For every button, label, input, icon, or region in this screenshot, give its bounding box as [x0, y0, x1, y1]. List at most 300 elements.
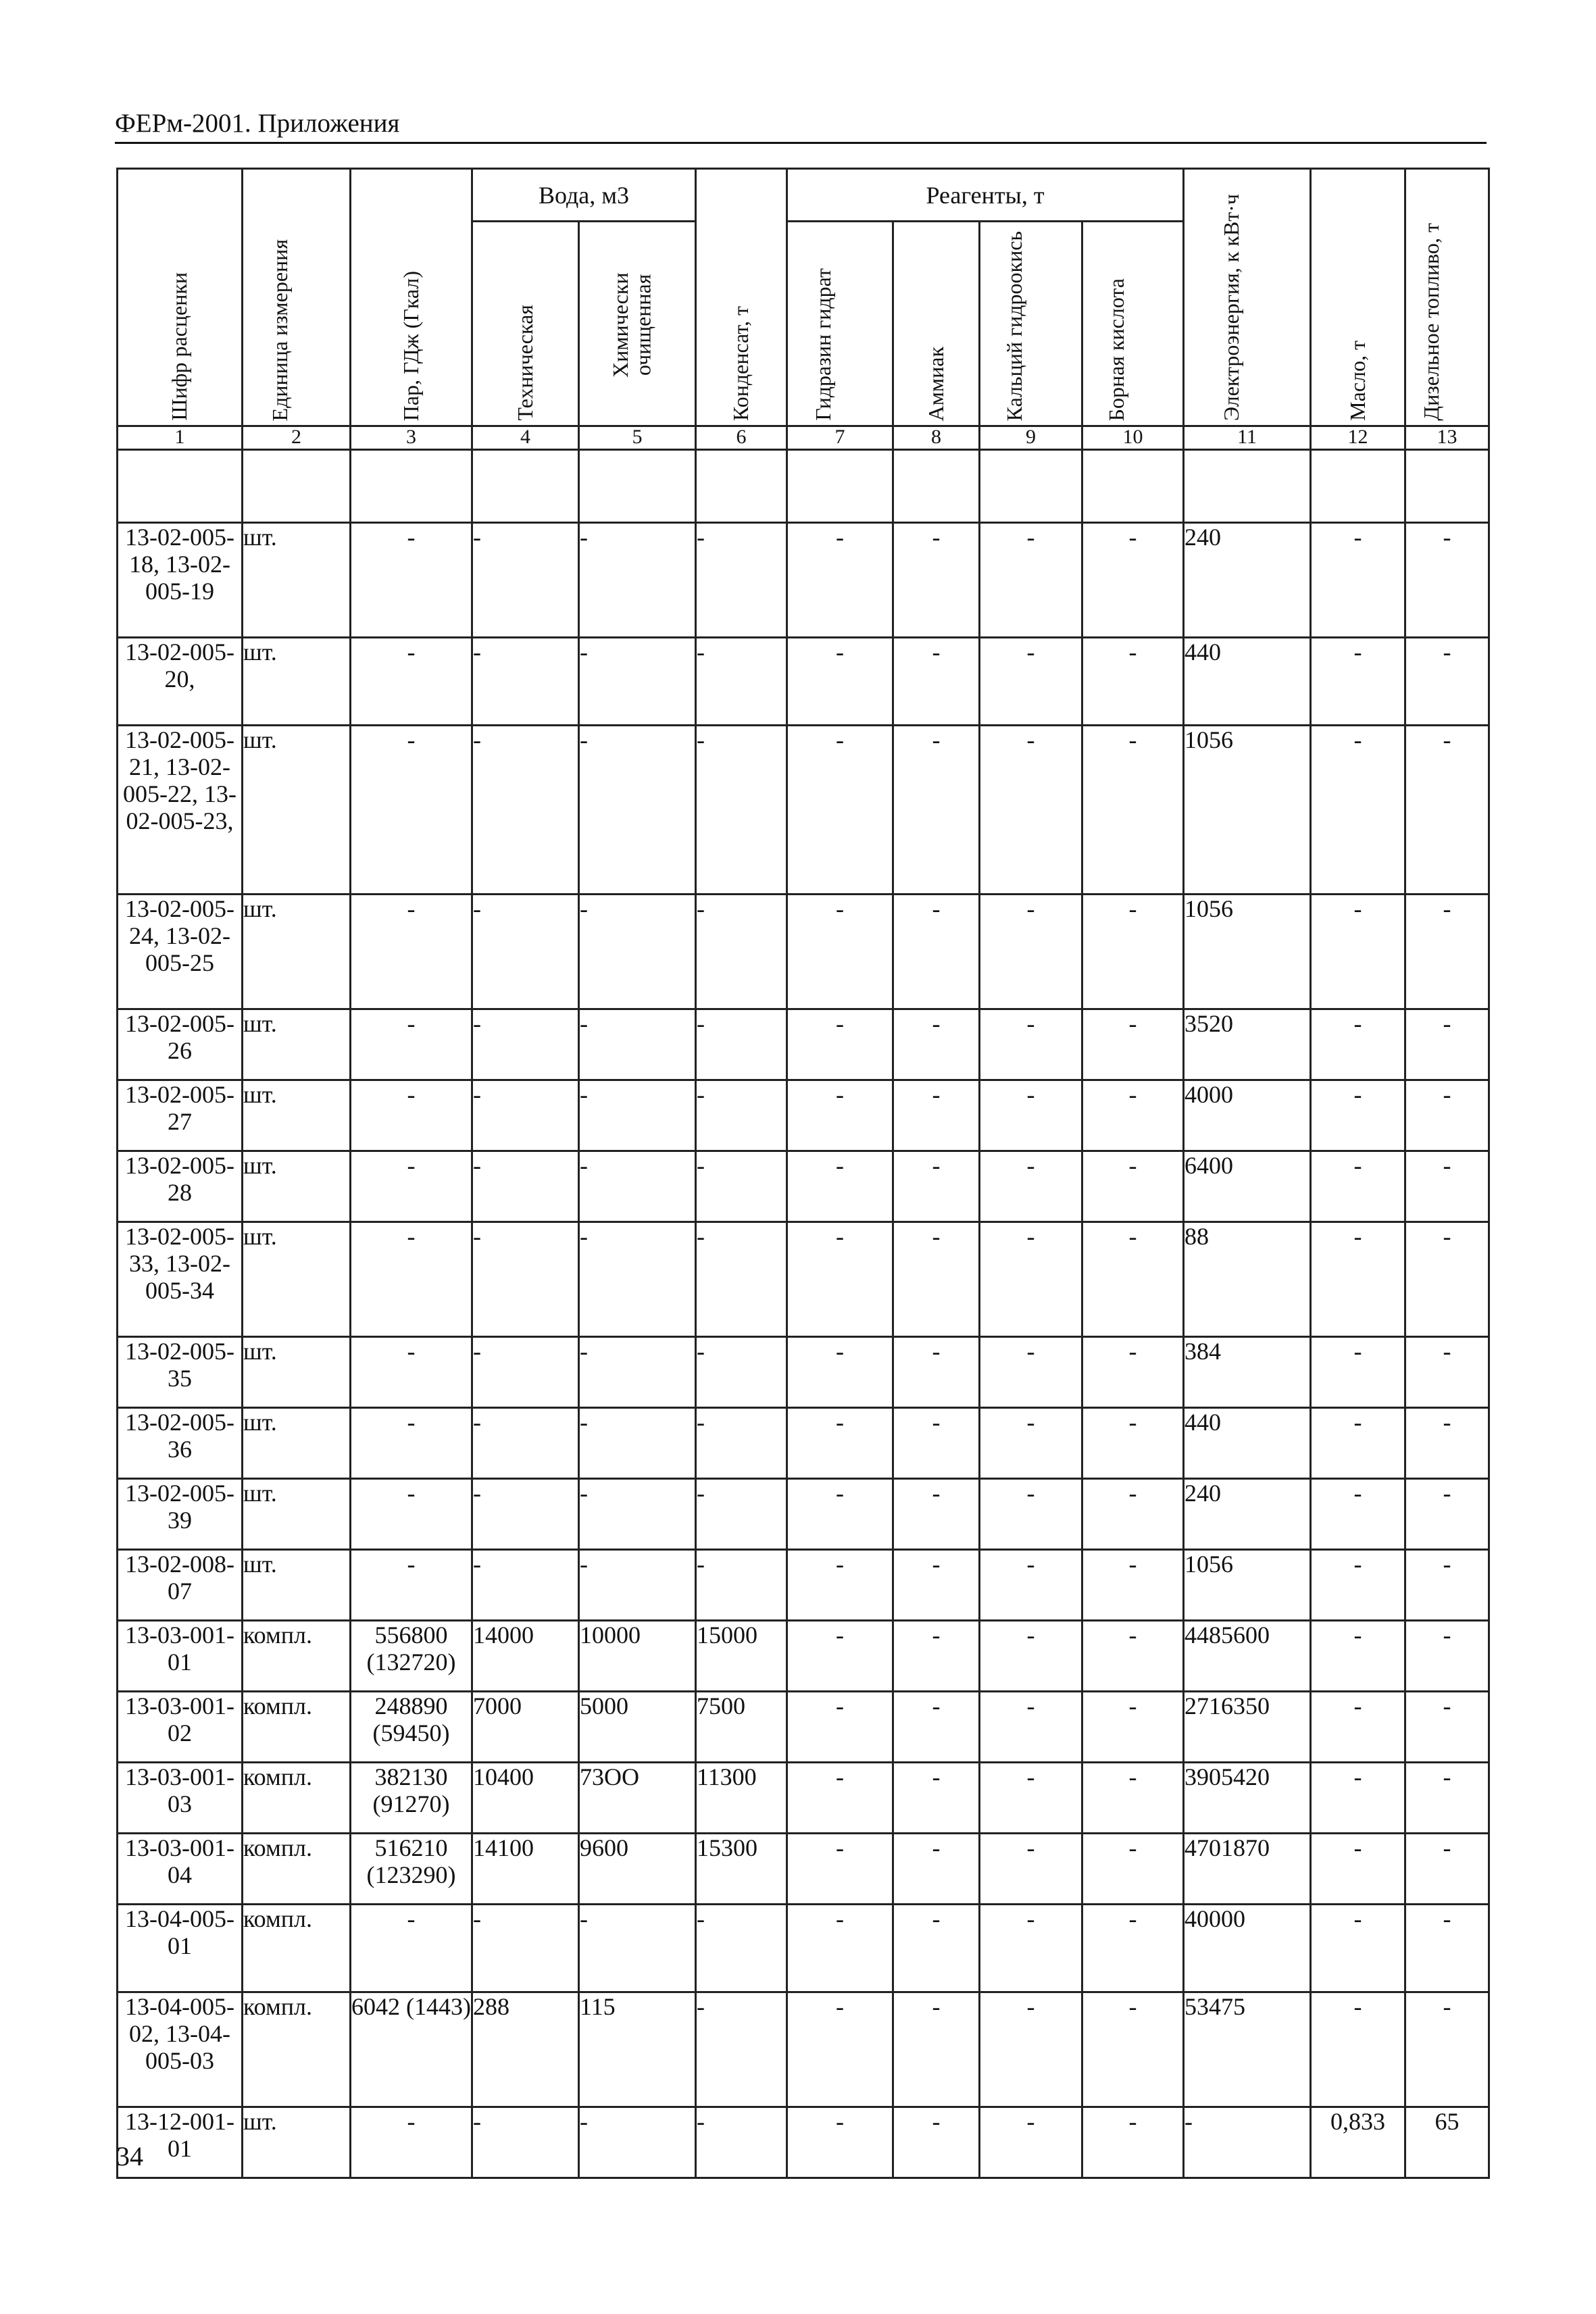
row-boric: -: [1082, 1337, 1184, 1408]
header-oil: Масло, т: [1311, 169, 1405, 426]
row-calcium: -: [980, 1905, 1082, 1992]
row-ammonia: -: [893, 726, 980, 895]
row-water-chem: -: [579, 523, 696, 638]
row-condensate: -: [696, 638, 787, 726]
row-unit: шт.: [243, 2107, 351, 2178]
row-water-tech: 288: [472, 1992, 579, 2107]
row-code: 13-03-001-04: [118, 1834, 243, 1905]
row-code: 13-02-005-35: [118, 1337, 243, 1408]
row-boric: -: [1082, 1905, 1184, 1992]
row-oil: -: [1311, 1009, 1405, 1080]
row-unit: шт.: [243, 1408, 351, 1479]
header-diesel: Дизельное топливо, т: [1405, 169, 1489, 426]
row-oil: -: [1311, 1337, 1405, 1408]
row-ammonia: -: [893, 1621, 980, 1692]
row-diesel: 65: [1405, 2107, 1489, 2178]
row-oil: -: [1311, 1080, 1405, 1151]
row-water-tech: -: [472, 638, 579, 726]
row-ammonia: -: [893, 1992, 980, 2107]
row-electricity: 4000: [1184, 1080, 1311, 1151]
row-diesel: -: [1405, 1905, 1489, 1992]
row-boric: -: [1082, 1763, 1184, 1834]
row-steam: -: [351, 895, 472, 1009]
row-code: 13-03-001-02: [118, 1692, 243, 1763]
row-ammonia: -: [893, 1550, 980, 1621]
row-electricity: -: [1184, 2107, 1311, 2178]
row-steam: 6042 (1443): [351, 1992, 472, 2107]
col-number: 4: [472, 426, 579, 450]
row-steam: 382130 (91270): [351, 1763, 472, 1834]
row-oil: -: [1311, 638, 1405, 726]
row-boric: -: [1082, 1621, 1184, 1692]
row-calcium: -: [980, 1992, 1082, 2107]
table-row: [118, 523, 1489, 638]
col-number: 5: [579, 426, 696, 450]
row-electricity: 4701870: [1184, 1834, 1311, 1905]
row-diesel: -: [1405, 638, 1489, 726]
row-water-chem: 73ОО: [579, 1763, 696, 1834]
row-code: 13-02-005-33, 13-02-005-34: [118, 1222, 243, 1337]
row-condensate: -: [696, 1905, 787, 1992]
row-steam: 248890 (59450): [351, 1692, 472, 1763]
row-steam: -: [351, 638, 472, 726]
row-code: 13-03-001-01: [118, 1621, 243, 1692]
row-boric: -: [1082, 1009, 1184, 1080]
row-ammonia: -: [893, 895, 980, 1009]
row-diesel: -: [1405, 1479, 1489, 1550]
row-diesel: -: [1405, 1408, 1489, 1479]
row-oil: -: [1311, 1151, 1405, 1222]
header-water-group: Вода, м3: [472, 169, 696, 222]
row-water-tech: -: [472, 1550, 579, 1621]
row-code: 13-02-005-36: [118, 1408, 243, 1479]
row-condensate: -: [696, 1550, 787, 1621]
row-condensate: 15300: [696, 1834, 787, 1905]
row-oil: -: [1311, 1763, 1405, 1834]
row-unit: компл.: [243, 1692, 351, 1763]
row-electricity: 88: [1184, 1222, 1311, 1337]
row-boric: -: [1082, 1222, 1184, 1337]
row-unit: шт.: [243, 523, 351, 638]
row-calcium: -: [980, 1408, 1082, 1479]
row-water-chem: -: [579, 1009, 696, 1080]
row-water-chem: -: [579, 1222, 696, 1337]
row-boric: -: [1082, 1479, 1184, 1550]
header-code: Шифр расценки: [118, 169, 243, 426]
row-diesel: -: [1405, 1009, 1489, 1080]
row-electricity: 384: [1184, 1337, 1311, 1408]
row-unit: шт.: [243, 638, 351, 726]
row-ammonia: -: [893, 1763, 980, 1834]
row-unit: шт.: [243, 1337, 351, 1408]
row-steam: 556800 (132720): [351, 1621, 472, 1692]
row-unit: компл.: [243, 1621, 351, 1692]
header-calcium: Кальций гидроокись: [980, 222, 1082, 426]
row-ammonia: -: [893, 1905, 980, 1992]
row-water-tech: -: [472, 523, 579, 638]
row-hydrazine: -: [787, 726, 893, 895]
header-unit: Единица измерения: [243, 169, 351, 426]
page-title: ФЕРм-2001. Приложения: [115, 109, 400, 138]
row-water-tech: -: [472, 1408, 579, 1479]
col-number: 8: [893, 426, 980, 450]
row-unit: шт.: [243, 1151, 351, 1222]
row-diesel: -: [1405, 1080, 1489, 1151]
row-condensate: -: [696, 1479, 787, 1550]
row-steam: -: [351, 1408, 472, 1479]
row-diesel: -: [1405, 523, 1489, 638]
row-steam: -: [351, 1080, 472, 1151]
row-oil: -: [1311, 1408, 1405, 1479]
row-hydrazine: -: [787, 1550, 893, 1621]
row-water-chem: -: [579, 1408, 696, 1479]
row-condensate: -: [696, 2107, 787, 2178]
row-diesel: -: [1405, 1992, 1489, 2107]
row-code: 13-02-005-28: [118, 1151, 243, 1222]
row-water-tech: -: [472, 726, 579, 895]
row-electricity: 240: [1184, 523, 1311, 638]
table-row: [118, 1992, 1489, 2107]
col-number: 12: [1311, 426, 1405, 450]
page-number: 34: [116, 2141, 143, 2171]
row-boric: -: [1082, 1550, 1184, 1621]
row-water-chem: 9600: [579, 1834, 696, 1905]
col-number: 9: [980, 426, 1082, 450]
row-code: 13-12-001-01: [118, 2107, 243, 2178]
row-calcium: -: [980, 1692, 1082, 1763]
table-row: [118, 1408, 1489, 1479]
row-hydrazine: -: [787, 1763, 893, 1834]
row-water-chem: -: [579, 638, 696, 726]
row-water-tech: 14000: [472, 1621, 579, 1692]
row-water-chem: -: [579, 895, 696, 1009]
row-code: 13-02-005-27: [118, 1080, 243, 1151]
row-ammonia: -: [893, 1479, 980, 1550]
row-code: 13-02-005-18, 13-02-005-19: [118, 523, 243, 638]
row-hydrazine: -: [787, 1834, 893, 1905]
row-unit: шт.: [243, 1222, 351, 1337]
table-row: [118, 638, 1489, 726]
row-boric: -: [1082, 523, 1184, 638]
row-water-chem: 5000: [579, 1692, 696, 1763]
row-code: 13-02-005-24, 13-02-005-25: [118, 895, 243, 1009]
header-water-chem: Химически очищенная: [579, 222, 696, 426]
empty-row: [118, 450, 1489, 523]
row-calcium: -: [980, 1834, 1082, 1905]
row-steam: -: [351, 1479, 472, 1550]
row-boric: -: [1082, 1151, 1184, 1222]
row-oil: -: [1311, 1621, 1405, 1692]
row-oil: -: [1311, 1479, 1405, 1550]
row-condensate: -: [696, 1009, 787, 1080]
row-code: 13-02-008-07: [118, 1550, 243, 1621]
row-electricity: 6400: [1184, 1151, 1311, 1222]
col-number: 6: [696, 426, 787, 450]
table-row: [118, 1834, 1489, 1905]
row-diesel: -: [1405, 1763, 1489, 1834]
table-row: [118, 1550, 1489, 1621]
row-hydrazine: -: [787, 1905, 893, 1992]
row-hydrazine: -: [787, 1009, 893, 1080]
row-calcium: -: [980, 895, 1082, 1009]
row-oil: -: [1311, 523, 1405, 638]
header-water-tech: Техническая: [472, 222, 579, 426]
row-water-tech: -: [472, 895, 579, 1009]
row-condensate: -: [696, 895, 787, 1009]
row-water-chem: -: [579, 1905, 696, 1992]
row-water-chem: -: [579, 1151, 696, 1222]
row-water-tech: -: [472, 2107, 579, 2178]
row-calcium: -: [980, 523, 1082, 638]
row-hydrazine: -: [787, 638, 893, 726]
col-number: 2: [243, 426, 351, 450]
row-electricity: 440: [1184, 638, 1311, 726]
row-water-tech: -: [472, 1905, 579, 1992]
row-calcium: -: [980, 638, 1082, 726]
row-water-tech: -: [472, 1337, 579, 1408]
row-condensate: -: [696, 1151, 787, 1222]
row-unit: шт.: [243, 1080, 351, 1151]
row-calcium: -: [980, 1151, 1082, 1222]
row-diesel: -: [1405, 1550, 1489, 1621]
table-row: [118, 895, 1489, 1009]
row-electricity: 53475: [1184, 1992, 1311, 2107]
row-hydrazine: -: [787, 1337, 893, 1408]
row-hydrazine: -: [787, 1692, 893, 1763]
row-steam: -: [351, 523, 472, 638]
row-hydrazine: -: [787, 1222, 893, 1337]
row-oil: -: [1311, 1834, 1405, 1905]
row-boric: -: [1082, 1992, 1184, 2107]
row-condensate: -: [696, 1222, 787, 1337]
row-electricity: 4485600: [1184, 1621, 1311, 1692]
row-calcium: -: [980, 1222, 1082, 1337]
row-electricity: 1056: [1184, 895, 1311, 1009]
table-row: [118, 1479, 1489, 1550]
row-code: 13-03-001-03: [118, 1763, 243, 1834]
row-hydrazine: -: [787, 1992, 893, 2107]
row-boric: -: [1082, 726, 1184, 895]
row-water-chem: -: [579, 726, 696, 895]
row-calcium: -: [980, 1763, 1082, 1834]
row-electricity: 3905420: [1184, 1763, 1311, 1834]
row-electricity: 3520: [1184, 1009, 1311, 1080]
row-condensate: -: [696, 523, 787, 638]
row-calcium: -: [980, 2107, 1082, 2178]
col-number: 13: [1405, 426, 1489, 450]
row-ammonia: -: [893, 1009, 980, 1080]
row-boric: -: [1082, 1408, 1184, 1479]
row-code: 13-04-005-01: [118, 1905, 243, 1992]
table-row: [118, 1905, 1489, 1992]
row-electricity: 40000: [1184, 1905, 1311, 1992]
row-hydrazine: -: [787, 523, 893, 638]
table-row: [118, 1222, 1489, 1337]
row-water-chem: -: [579, 1550, 696, 1621]
row-oil: -: [1311, 1692, 1405, 1763]
row-boric: -: [1082, 2107, 1184, 2178]
row-ammonia: -: [893, 523, 980, 638]
col-number: 11: [1184, 426, 1311, 450]
table-row: [118, 1009, 1489, 1080]
row-condensate: 7500: [696, 1692, 787, 1763]
row-hydrazine: -: [787, 1408, 893, 1479]
row-steam: -: [351, 1009, 472, 1080]
row-ammonia: -: [893, 2107, 980, 2178]
row-code: 13-02-005-20,: [118, 638, 243, 726]
row-electricity: 2716350: [1184, 1692, 1311, 1763]
row-boric: -: [1082, 895, 1184, 1009]
row-calcium: -: [980, 1337, 1082, 1408]
row-diesel: -: [1405, 1621, 1489, 1692]
header-reagents-group: Реагенты, т: [787, 169, 1184, 222]
header-steam: Пар, ГДж (Гкал): [351, 169, 472, 426]
row-ammonia: -: [893, 638, 980, 726]
row-steam: -: [351, 1151, 472, 1222]
row-ammonia: -: [893, 1408, 980, 1479]
header-ammonia: Аммиак: [893, 222, 980, 426]
row-condensate: 11300: [696, 1763, 787, 1834]
row-water-tech: 14100: [472, 1834, 579, 1905]
row-code: 13-04-005-02, 13-04-005-03: [118, 1992, 243, 2107]
row-condensate: -: [696, 726, 787, 895]
row-ammonia: -: [893, 1337, 980, 1408]
row-condensate: -: [696, 1337, 787, 1408]
row-hydrazine: -: [787, 1080, 893, 1151]
row-diesel: -: [1405, 1222, 1489, 1337]
row-steam: -: [351, 1550, 472, 1621]
row-diesel: -: [1405, 1337, 1489, 1408]
row-electricity: 1056: [1184, 726, 1311, 895]
row-electricity: 440: [1184, 1408, 1311, 1479]
row-ammonia: -: [893, 1080, 980, 1151]
row-ammonia: -: [893, 1834, 980, 1905]
row-unit: шт.: [243, 895, 351, 1009]
header-rule: [115, 142, 1487, 144]
row-calcium: -: [980, 726, 1082, 895]
row-water-chem: -: [579, 1080, 696, 1151]
row-diesel: -: [1405, 726, 1489, 895]
row-water-chem: 10000: [579, 1621, 696, 1692]
row-boric: -: [1082, 1692, 1184, 1763]
col-number: 1: [118, 426, 243, 450]
header-condensate: Конденсат, т: [696, 169, 787, 426]
table-row: [118, 1337, 1489, 1408]
row-boric: -: [1082, 1834, 1184, 1905]
row-hydrazine: -: [787, 1621, 893, 1692]
row-water-chem: -: [579, 2107, 696, 2178]
row-calcium: -: [980, 1550, 1082, 1621]
resource-table: [116, 168, 1490, 2179]
row-water-tech: -: [472, 1222, 579, 1337]
row-unit: компл.: [243, 1905, 351, 1992]
row-steam: -: [351, 1905, 472, 1992]
row-condensate: -: [696, 1080, 787, 1151]
row-diesel: -: [1405, 1834, 1489, 1905]
table-row: [118, 1621, 1489, 1692]
table-row: [118, 726, 1489, 895]
row-code: 13-02-005-21, 13-02-005-22, 13-02-005-23,: [118, 726, 243, 895]
header-boric: Борная кислота: [1082, 222, 1184, 426]
row-hydrazine: -: [787, 1479, 893, 1550]
row-oil: -: [1311, 1550, 1405, 1621]
row-water-chem: -: [579, 1337, 696, 1408]
row-oil: -: [1311, 726, 1405, 895]
row-boric: -: [1082, 638, 1184, 726]
row-oil: -: [1311, 1992, 1405, 2107]
row-calcium: -: [980, 1009, 1082, 1080]
row-steam: -: [351, 1337, 472, 1408]
row-condensate: 15000: [696, 1621, 787, 1692]
table-row: [118, 1763, 1489, 1834]
row-electricity: 240: [1184, 1479, 1311, 1550]
row-electricity: 1056: [1184, 1550, 1311, 1621]
row-steam: 516210 (123290): [351, 1834, 472, 1905]
row-code: 13-02-005-26: [118, 1009, 243, 1080]
row-steam: -: [351, 2107, 472, 2178]
header-electricity: Электроэнергия, к кВт·ч: [1184, 169, 1311, 426]
row-hydrazine: -: [787, 1151, 893, 1222]
row-water-chem: 115: [579, 1992, 696, 2107]
row-ammonia: -: [893, 1692, 980, 1763]
row-code: 13-02-005-39: [118, 1479, 243, 1550]
row-oil: 0,833: [1311, 2107, 1405, 2178]
column-numbers-row: [118, 426, 1489, 450]
row-ammonia: -: [893, 1151, 980, 1222]
row-water-tech: -: [472, 1479, 579, 1550]
row-water-tech: -: [472, 1080, 579, 1151]
row-condensate: -: [696, 1992, 787, 2107]
row-diesel: -: [1405, 1151, 1489, 1222]
row-water-chem: -: [579, 1479, 696, 1550]
row-condensate: -: [696, 1408, 787, 1479]
row-steam: -: [351, 726, 472, 895]
row-unit: шт.: [243, 726, 351, 895]
row-unit: компл.: [243, 1834, 351, 1905]
table-row: [118, 1151, 1489, 1222]
row-diesel: -: [1405, 1692, 1489, 1763]
row-unit: шт.: [243, 1550, 351, 1621]
row-water-tech: -: [472, 1151, 579, 1222]
col-number: 10: [1082, 426, 1184, 450]
col-number: 7: [787, 426, 893, 450]
row-calcium: -: [980, 1621, 1082, 1692]
row-ammonia: -: [893, 1222, 980, 1337]
row-oil: -: [1311, 1222, 1405, 1337]
row-calcium: -: [980, 1479, 1082, 1550]
row-oil: -: [1311, 895, 1405, 1009]
row-unit: компл.: [243, 1763, 351, 1834]
row-water-tech: 10400: [472, 1763, 579, 1834]
col-number: 3: [351, 426, 472, 450]
header-hydrazine: Гидразин гидрат: [787, 222, 893, 426]
row-steam: -: [351, 1222, 472, 1337]
row-unit: шт.: [243, 1479, 351, 1550]
row-unit: шт.: [243, 1009, 351, 1080]
row-oil: -: [1311, 1905, 1405, 1992]
row-water-tech: -: [472, 1009, 579, 1080]
table-row: [118, 1080, 1489, 1151]
row-water-tech: 7000: [472, 1692, 579, 1763]
row-unit: компл.: [243, 1992, 351, 2107]
row-boric: -: [1082, 1080, 1184, 1151]
row-hydrazine: -: [787, 2107, 893, 2178]
row-diesel: -: [1405, 895, 1489, 1009]
table-row: [118, 2107, 1489, 2178]
table-row: [118, 1692, 1489, 1763]
row-calcium: -: [980, 1080, 1082, 1151]
row-hydrazine: -: [787, 895, 893, 1009]
